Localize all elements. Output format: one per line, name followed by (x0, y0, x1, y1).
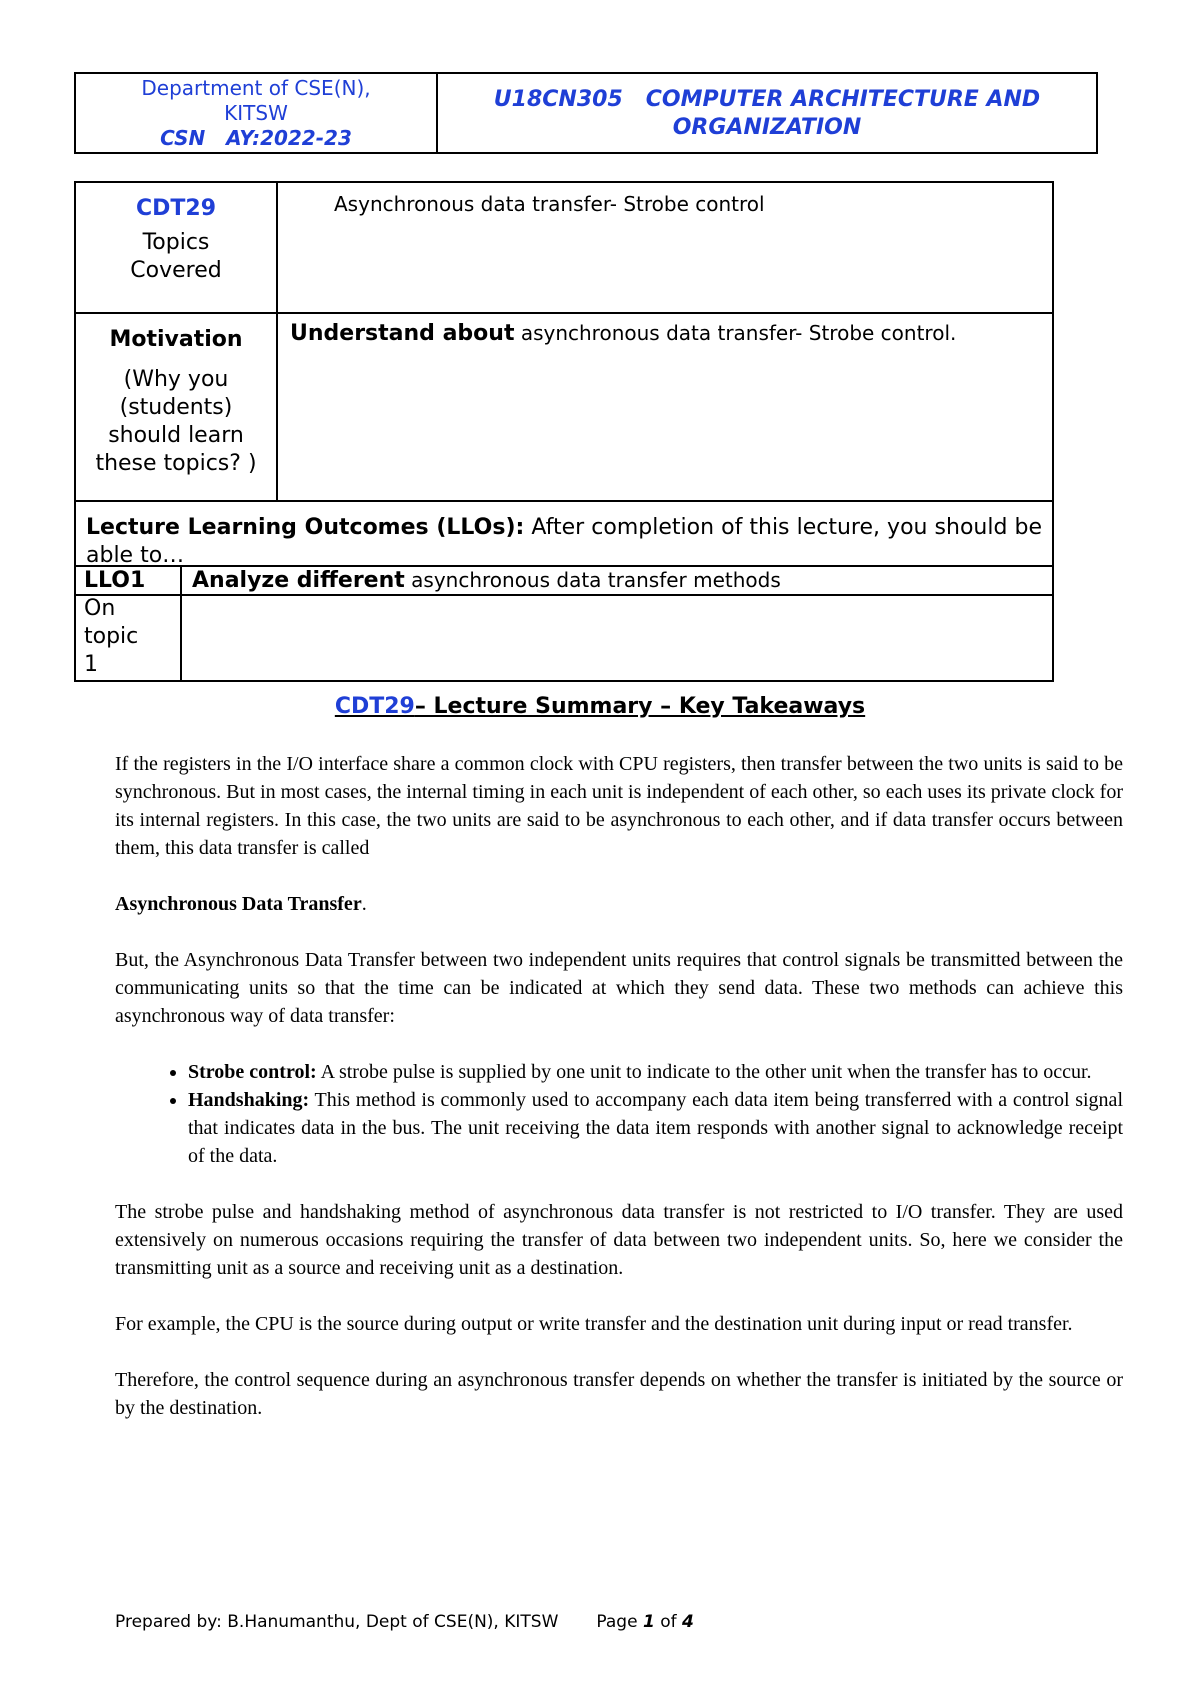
course-title-cell (438, 74, 1096, 152)
strobe-text: A strobe pulse is supplied by one unit to indicate to the other unit when the transfer has to occur. (316, 1061, 1092, 1083)
prepared-by: Prepared by: B.Hanumanthu, Dept of CSE(N), KITSW (115, 1612, 559, 1632)
motivation-text: asynchronous data transfer- Strobe control. (514, 321, 957, 345)
term-tail: . (361, 893, 367, 915)
llo1-tag-cell (75, 566, 181, 681)
llo1-text-bold: Analyze different (192, 568, 405, 593)
llo-heading-text: After completion of this lecture, you should be able to… (86, 515, 1043, 568)
topics-label-2: Covered (130, 258, 222, 283)
llo1-text: asynchronous data transfer methods (404, 568, 781, 592)
topics-text-cell (277, 182, 1053, 313)
handshaking-text: This method is commonly used to accompany each data item being transferred with a control signal that indicates data in the bus. The unit receiving the data item responds with another signal to acknowledge receipt of the data. (188, 1089, 1123, 1167)
methods-list (115, 1058, 1123, 1170)
course-title-line1: U18CN305 COMPUTER ARCHITECTURE AND (493, 87, 1041, 112)
department-cell (76, 74, 438, 152)
llo1-sub-3: 1 (84, 652, 98, 677)
motivation-row (75, 313, 1053, 501)
motivation-text-bold: Understand about (290, 321, 515, 346)
handshaking-bold: Handshaking: (188, 1089, 310, 1111)
header-box (74, 72, 1098, 154)
topics-text: Asynchronous data transfer- Strobe control (334, 192, 765, 216)
paragraph-example: For example, the CPU is the source during output or write transfer and the destination unit during input or read transfer. (115, 1313, 1073, 1335)
llo1-sub-2: topic (84, 624, 139, 649)
llo-heading-bold: Lecture Learning Outcomes (LLOs): (86, 515, 525, 540)
llo1-row (75, 566, 1053, 681)
summary-title: – Lecture Summary – Key Takeaways (414, 694, 866, 719)
motivation-text-cell (277, 313, 1053, 501)
page-number: 1 (642, 1612, 655, 1632)
department-name: Department of CSE(N), (141, 76, 371, 100)
list-item-handshaking (188, 1086, 1123, 1170)
paragraph-term (115, 890, 1123, 918)
academic-year: CSN AY:2022-23 (160, 126, 352, 150)
page-label: Page (596, 1612, 643, 1632)
of-label: of (654, 1612, 682, 1632)
lecture-body (115, 750, 1123, 1450)
llo-table (74, 565, 1054, 682)
page-footer (115, 1612, 694, 1632)
paragraph-control-sequence: Therefore, the control sequence during an asynchronous transfer depends on whether the transfer is initiated by the source or by the destination. (115, 1369, 1123, 1419)
llo1-sub-1: On (84, 596, 116, 621)
llo1-tag: LLO1 (84, 568, 146, 593)
topics-label-1: Topics (142, 230, 210, 255)
page-total: 4 (682, 1612, 694, 1632)
page-indicator (596, 1612, 693, 1632)
motivation-sub-1: (Why you (123, 367, 229, 392)
motivation-sub-3: should learn (108, 423, 244, 448)
summary-code: CDT29 (334, 694, 415, 719)
motivation-label: Motivation (109, 327, 243, 352)
motivation-label-cell (75, 313, 277, 501)
topics-row (75, 182, 1053, 313)
paragraph-strobe-handshake: The strobe pulse and handshaking method of asynchronous data transfer is not restricted to I/O transfer. They are used extensively on numerous occasions requiring the transfer of data between two independent units. So, here we consider the transmitting unit as a source and receiving unit as a destination. (115, 1201, 1123, 1279)
institute-name: KITSW (224, 101, 288, 125)
strobe-bold: Strobe control: (188, 1061, 317, 1083)
list-item-strobe (188, 1058, 1123, 1086)
term-bold: Asynchronous Data Transfer (115, 893, 362, 915)
summary-heading (0, 694, 1200, 719)
course-title-line2: ORGANIZATION (672, 115, 862, 140)
topics-label-cell (75, 182, 277, 313)
motivation-sub-2: (students) (119, 395, 233, 420)
llo1-text-cell (181, 566, 1053, 681)
motivation-sub-4: these topics? ) (95, 451, 257, 476)
paragraph-intro: If the registers in the I/O interface share a common clock with CPU registers, then transfer between the two units is said to be synchronous. But in most cases, the internal timing in each unit is independent of each other, so each uses its private clock for its internal registers. In this case, the two units are said to be asynchronous to each other, and if data transfer occurs between them, this data transfer is called (115, 753, 1123, 859)
cdt-code: CDT29 (135, 196, 217, 221)
paragraph-methods: But, the Asynchronous Data Transfer between two independent units requires that control signals be transmitted between the communicating units so that the time can be indicated at which they send data. These two methods can achieve this asynchronous way of data transfer: (115, 949, 1123, 1027)
lecture-info-table (74, 181, 1054, 596)
